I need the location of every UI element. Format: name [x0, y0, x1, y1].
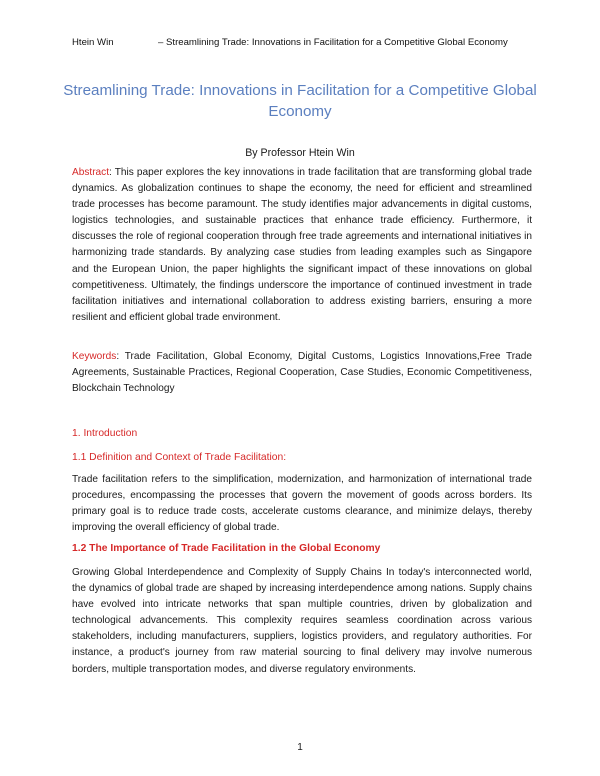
running-header — [72, 37, 560, 48]
paragraph-1-2: Growing Global Interdependence and Complexity of Supply Chains In today's interconnected world, the dynamics of global trade are shaped by increasing interdependence among nations. Supply chains have evolved into intricate networks that span multiple countries, driven by globalization and technological advancements. This complexity requires seamless coordination across various stakeholders, including manufacturers, suppliers, logistics providers, and regulatory authorities. For instance, a product's journey from raw material sourcing to final delivery may involve numerous borders, multiple transportation modes, and diverse regulatory environments. — [72, 567, 532, 675]
subsection-heading-1-2: 1.2 The Importance of Trade Facilitation in the Global Economy — [72, 543, 381, 554]
abstract-text: : This paper explores the key innovations in trade facilitation that are transforming global trade dynamics. As globalization continues to shape the economy, the need for efficient and streamlined trade processes has become paramount. The study identifies major advancements in digital customs, logistics technologies, and sustainable practices that enhance trade efficiency. Furthermore, it discusses the role of regional cooperation through free trade agreements and international initiatives in harmonizing trade standards. By analyzing case studies from leading examples such as Singapore and the European Union, the paper highlights the significant impact of these innovations on global competitiveness. Ultimately, the findings underscore the importance of continued investment in trade facilitation initiatives and international collaboration to address existing barriers, ensuring a more resilient and efficient global trade environment. — [72, 167, 532, 323]
header-author: Htein Win — [72, 37, 114, 48]
keywords-label: Keywords — [72, 351, 117, 362]
paragraph-1-1: Trade facilitation refers to the simplification, modernization, and harmonization of international trade procedures, encompassing the processes that govern the movement of goods across borders. Its primary goal is to reduce trade costs, accelerate customs clearance, and minimize delays, thereby improving the overall efficiency of global trade. — [72, 474, 532, 534]
abstract-paragraph — [72, 165, 532, 326]
keywords-text: : Trade Facilitation, Global Economy, Digital Customs, Logistics Innovations,Free Trade Agreements, Sustainable Practices, Regional Cooperation, Case Studies, Economic Competitiveness, Blockchain Technology — [72, 351, 532, 395]
page-number: 1 — [297, 742, 303, 753]
author-byline: By Professor Htein Win — [245, 147, 355, 159]
header-running-title: – Streamlining Trade: Innovations in Facilitation for a Competitive Global Economy — [158, 37, 508, 48]
section-heading-introduction: 1. Introduction — [72, 428, 138, 439]
abstract-label: Abstract — [72, 167, 110, 178]
paper-title: Streamlining Trade: Innovations in Facilitation for a Competitive Global Economy — [63, 82, 537, 120]
subsection-heading-1-1: 1.1 Definition and Context of Trade Facilitation: — [72, 452, 287, 463]
keywords-paragraph — [72, 349, 532, 397]
